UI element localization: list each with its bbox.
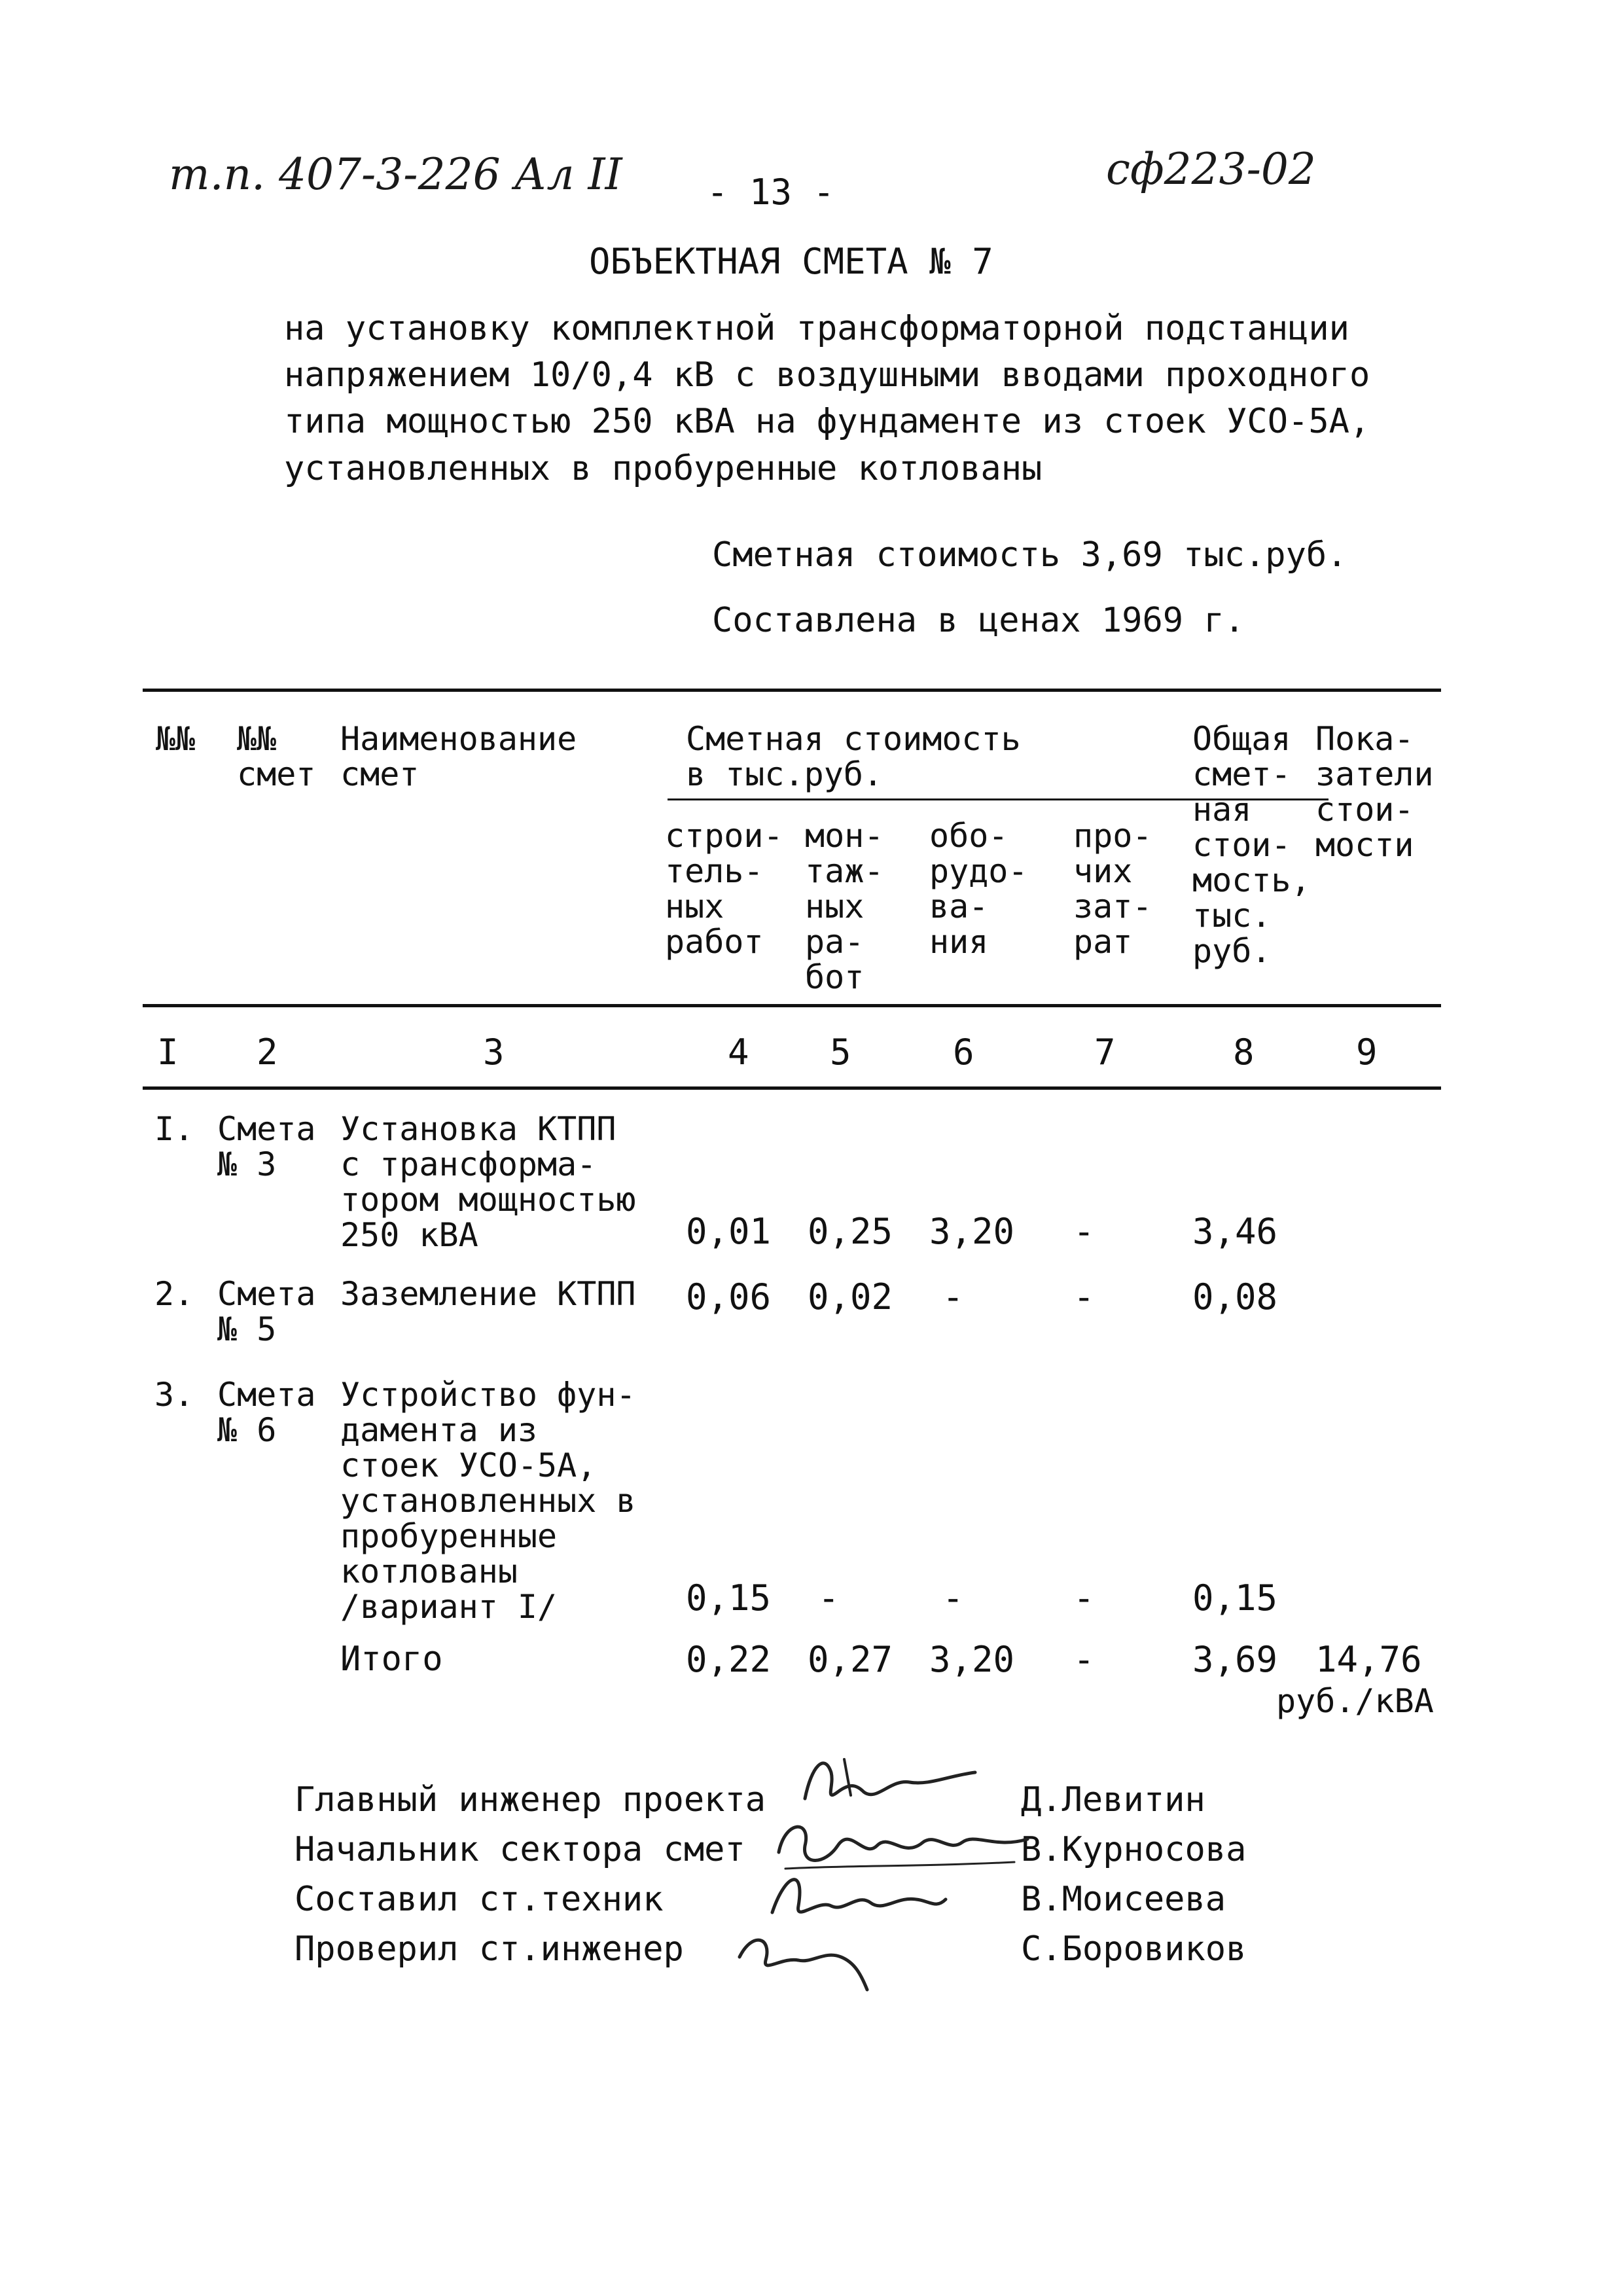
row-equipment: - [942,1577,964,1619]
total-installation: 0,27 [808,1639,893,1680]
header-estimate-name: Наименование смет [340,720,577,793]
subtitle-line-4: установленных в пробуренные котлованы [284,449,1043,488]
row-construction: 0,15 [686,1577,772,1619]
header-total-cost: Общая смет- ная стои- мость, тыс. руб. [1192,720,1311,970]
estimated-cost: Сметная стоимость 3,69 тыс.руб. [712,535,1347,575]
price-basis: Составлена в ценах 1969 г. [712,601,1245,640]
column-number-7: 7 [1094,1031,1116,1073]
project-code: т.п. 407-3-226 Ал II [169,149,622,200]
total-equipment: 3,20 [929,1639,1015,1680]
subtitle-line-1: на установку комплектной трансформаторной подстанции [284,309,1349,348]
row-equipment: 3,20 [929,1211,1015,1252]
row-construction: 0,06 [686,1276,772,1318]
row-estimate: Смета № 6 [217,1376,316,1449]
row-name: Установка КТПП с трансформа- тором мощностью 250 кВА [340,1110,636,1254]
column-number-2: 2 [257,1031,278,1073]
row-estimate: Смета № 3 [217,1110,316,1183]
total-label: Итого [340,1640,443,1679]
row-installation: - [818,1577,840,1619]
row-construction: 0,01 [686,1211,772,1252]
header-indicators: Пока- затели стои- мости [1315,720,1434,864]
header-installation: мон- таж- ных ра- бот [805,817,884,996]
row-number: I. [154,1110,194,1148]
header-row-number: №№ [156,720,196,758]
total-other: - [1073,1639,1095,1680]
total-cost: 3,69 [1192,1639,1278,1680]
signature-name-2: В.Курносова [1021,1830,1247,1869]
row-installation: 0,02 [808,1276,893,1318]
document-code: сф223-02 [1106,144,1316,194]
header-equipment: обо- рудо- ва- ния [929,817,1028,961]
total-construction: 0,22 [686,1639,772,1680]
signature-role-4: Проверил ст.инженер [294,1929,684,1969]
row-name: Заземление КТПП [340,1275,636,1313]
signature-role-1: Главный инженер проекта [294,1780,766,1820]
column-number-9: 9 [1356,1031,1378,1073]
header-estimate-number: №№ смет [237,720,316,793]
subtitle-line-3: типа мощностью 250 кВА на фундаменте из стоек УСО-5А, [284,402,1370,441]
signature-name-3: В.Моисеева [1021,1880,1226,1919]
column-numbers-rule [143,1086,1441,1090]
header-cost-group: Сметная стоимость в тыс.руб. [686,720,1021,793]
row-installation: 0,25 [808,1211,893,1252]
header-other: про- чих зат- рат [1073,817,1152,961]
signature-name-1: Д.Левитин [1021,1780,1205,1820]
table-top-rule [143,689,1441,692]
header-construction: строи- тель- ных работ [665,817,783,961]
row-other: - [1073,1211,1095,1252]
signature-role-2: Начальник сектора смет [294,1830,745,1869]
estimate-title: ОБЪЕКТНАЯ СМЕТА № 7 [589,241,993,282]
column-number-8: 8 [1233,1031,1255,1073]
row-estimate: Смета № 5 [217,1275,316,1348]
row-number: 2. [154,1275,194,1313]
signature-role-3: Составил ст.техник [294,1880,664,1919]
column-number-4: 4 [728,1031,749,1073]
column-number-5: 5 [830,1031,851,1073]
row-total-cost: 0,08 [1192,1276,1278,1318]
row-number: 3. [154,1376,194,1414]
row-total-cost: 0,15 [1192,1577,1278,1619]
total-indicator-unit: руб./кВА [1276,1682,1434,1720]
handwritten-signature-4 [726,1911,883,1996]
row-other: - [1073,1577,1095,1619]
column-number-1: I [157,1031,179,1073]
subtitle-line-2: напряжением 10/0,4 кВ с воздушными вводами проходного [284,355,1370,395]
row-total-cost: 3,46 [1192,1211,1278,1252]
row-equipment: - [942,1276,964,1318]
signature-name-4: С.Боровиков [1021,1929,1247,1969]
row-other: - [1073,1276,1095,1318]
header-bottom-rule [143,1004,1441,1007]
column-number-3: 3 [483,1031,505,1073]
row-name: Устройство фун- дамента из стоек УСО-5А, установленных в пробуренные котлованы /вариант I/ [340,1376,636,1626]
total-indicator: 14,76 [1315,1639,1422,1680]
page-number: - 13 - [707,171,835,213]
column-number-6: 6 [953,1031,974,1073]
